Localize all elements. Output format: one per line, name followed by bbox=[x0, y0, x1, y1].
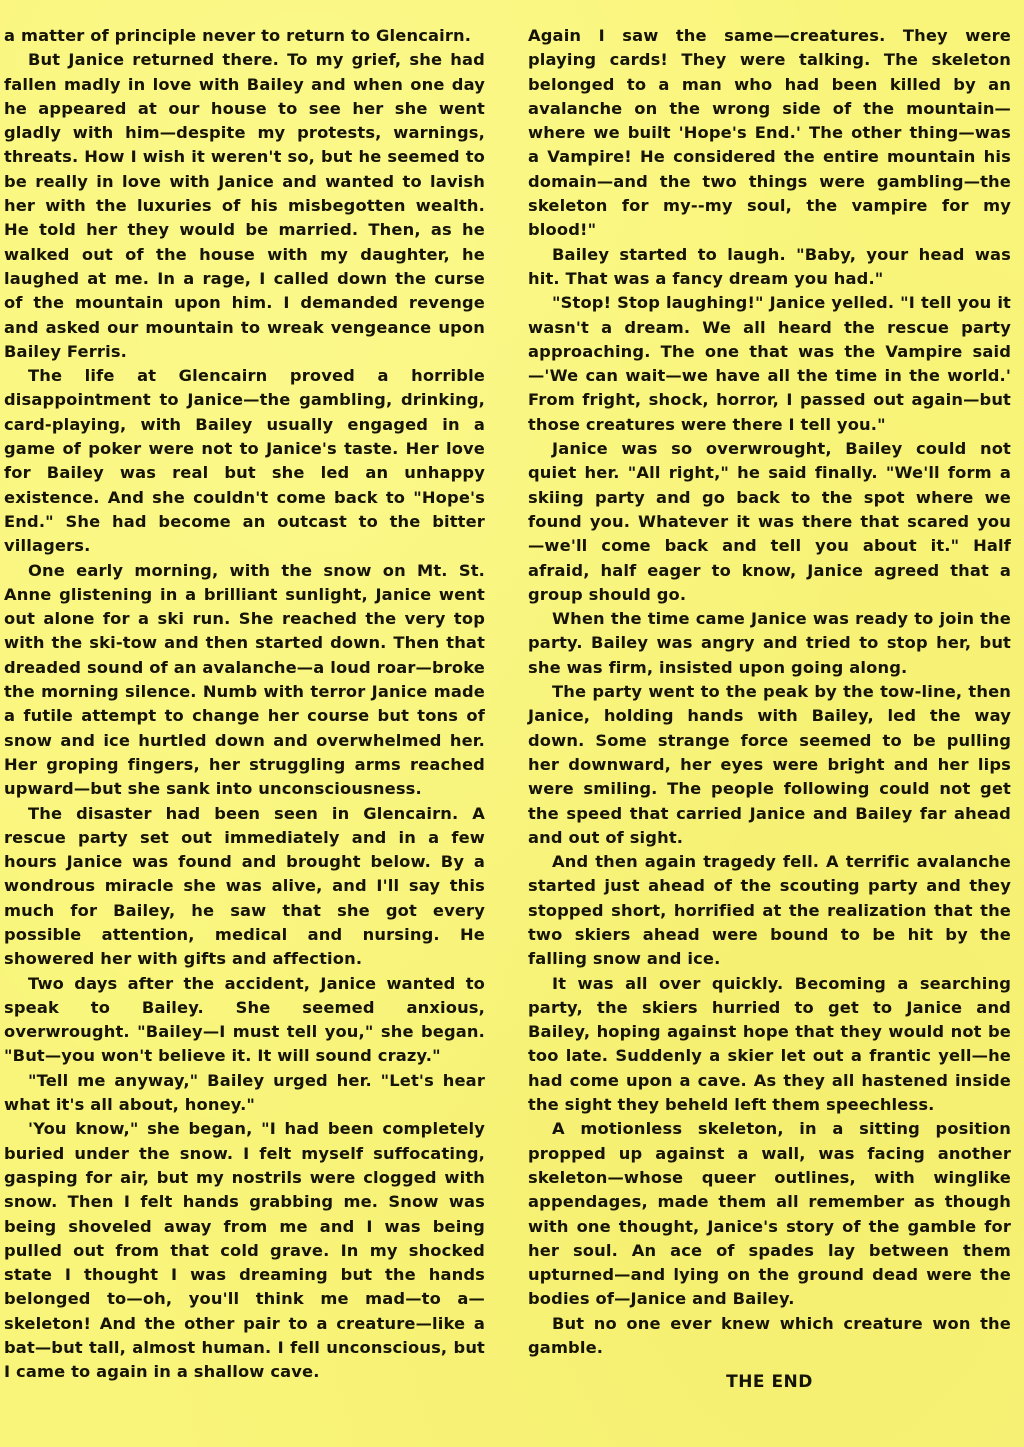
paragraph-continuation: Again I saw the same—creatures. They were playing cards! They were talking. The skeleton belonged to a man who had been killed by an avalanche on the wrong side of the mountain—where we built 'Hope's End.' The other thing—was a Vampire! He considered the entire mountain his domain—and the two things were gambling—the skeleton for my--my soul, the vampire for my blood!" bbox=[528, 26, 1011, 240]
paragraph: "Tell me anyway," Bailey urged her. "Let's hear what it's all about, honey." bbox=[4, 1070, 485, 1115]
paragraph: But Janice returned there. To my grief, she had fallen madly in love with Bailey and when one day he appeared at our house to see her she went gladly with him—despite my protests, warnings, threats. How I wish it weren't so, but he seemed to be really in love with Janice and wanted to lavish her with the luxuries of his misbegotten wealth. He told her they would be married. Then, as he walked out of the house with my daughter, he laughed at me. In a rage, I called down the curse of the mountain upon him. I demanded revenge and asked our mountain to wreak vengeance upon Bailey Ferris. bbox=[4, 50, 485, 361]
paragraph: One early morning, with the snow on Mt. St. Anne glistening in a brilliant sunlight, Janice went out alone for a ski run. She reached the very top with the ski-tow and then started down. Then that dreaded sound of an avalanche—a loud roar—broke the morning silence. Numb with terror Janice made a futile attempt to change her course but tons of snow and ice hurtled down and overwhelmed her. Her groping fingers, her struggling arms reached upward—but she sank into unconsciousness. bbox=[4, 560, 485, 799]
left-column bbox=[4, 24, 485, 1385]
paragraph: But no one ever knew which creature won the gamble. bbox=[528, 1313, 1011, 1358]
paragraph: When the time came Janice was ready to join the party. Bailey was angry and tried to stop her, but she was firm, insisted upon going along. bbox=[528, 609, 1011, 677]
paragraph: A motionless skeleton, in a sitting position propped up against a wall, was facing another skeleton—whose queer outlines, with winglike appendages, made them all remember as though with one thought, Janice's story of the gamble for her soul. An ace of spades lay between them upturned—and lying on the ground dead were the bodies of—Janice and Bailey. bbox=[528, 1119, 1011, 1309]
paragraph: It was all over quickly. Becoming a searching party, the skiers hurried to get to Janice and Bailey, hoping against hope that they would not be too late. Suddenly a skier let out a frantic yell—he had come upon a cave. As they all hastened inside the sight they beheld left them speechless. bbox=[528, 973, 1011, 1115]
paragraph: The party went to the peak by the tow-line, then Janice, holding hands with Bailey, led the way down. Some strange force seemed to be pulling her downward, her eyes were bright and her lips were smiling. The people following could not get the speed that carried Janice and Bailey far ahead and out of sight. bbox=[528, 682, 1011, 847]
paragraph: 'You know," she began, "I had been completely buried under the snow. I felt myself suffocating, gasping for air, but my nostrils were clogged with snow. Then I felt hands grabbing me. Snow was being shoveled away from me and I was being pulled out from that cold grave. In my shocked state I thought I was dreaming but the hands belonged to—oh, you'll think me mad—to a—skeleton! And the other pair to a creature—like a bat—but tall, almost human. I fell unconscious, but I came to again in a shallow cave. bbox=[4, 1119, 485, 1382]
paragraph: Bailey started to laugh. "Baby, your head was hit. That was a fancy dream you had." bbox=[528, 244, 1011, 288]
right-column bbox=[528, 24, 1011, 1395]
paragraph: And then again tragedy fell. A terrific avalanche started just ahead of the scouting party and they stopped short, horrified at the realization that the two skiers ahead were bound to be hit by the falling snow and ice. bbox=[528, 852, 1011, 969]
paragraph: Janice was so overwrought, Bailey could not quiet her. "All right," he said finally. "We'll form a skiing party and go back to the spot where we found you. Whatever it was there that scared you —we'll come back and tell you about it." Half afraid, half eager to know, Janice agreed that a group should go. bbox=[528, 439, 1011, 604]
the-end-label: THE END bbox=[726, 1372, 813, 1393]
paragraph-continuation: a matter of principle never to return to Glencairn. bbox=[4, 26, 472, 45]
paragraph: Two days after the accident, Janice wanted to speak to Bailey. She seemed anxious, overwrought. "Bailey—I must tell you," she began. "But—you won't believe it. It will sound crazy." bbox=[4, 973, 485, 1066]
paragraph: "Stop! Stop laughing!" Janice yelled. "I tell you it wasn't a dream. We all heard the rescue party approaching. The one that was the Vampire said—'We can wait—we have all the time in the world.' From fright, shock, horror, I passed out again—but those creatures were there I tell you." bbox=[528, 293, 1011, 434]
paragraph: The life at Glencairn proved a horrible disappointment to Janice—the gambling, drinking, card-playing, with Bailey usually engaged in a game of poker were not to Janice's taste. Her love for Bailey was real but she led an unhappy existence. And she couldn't come back to "Hope's End." She had become an outcast to the bitter villagers. bbox=[4, 366, 485, 556]
paragraph: The disaster had been seen in Glencairn. A rescue party set out immediately and in a few hours Janice was found and brought below. By a wondrous miracle she was alive, and I'll say this much for Bailey, he saw that she got every possible attention, medical and nursing. He showered her with gifts and affection. bbox=[4, 803, 485, 969]
